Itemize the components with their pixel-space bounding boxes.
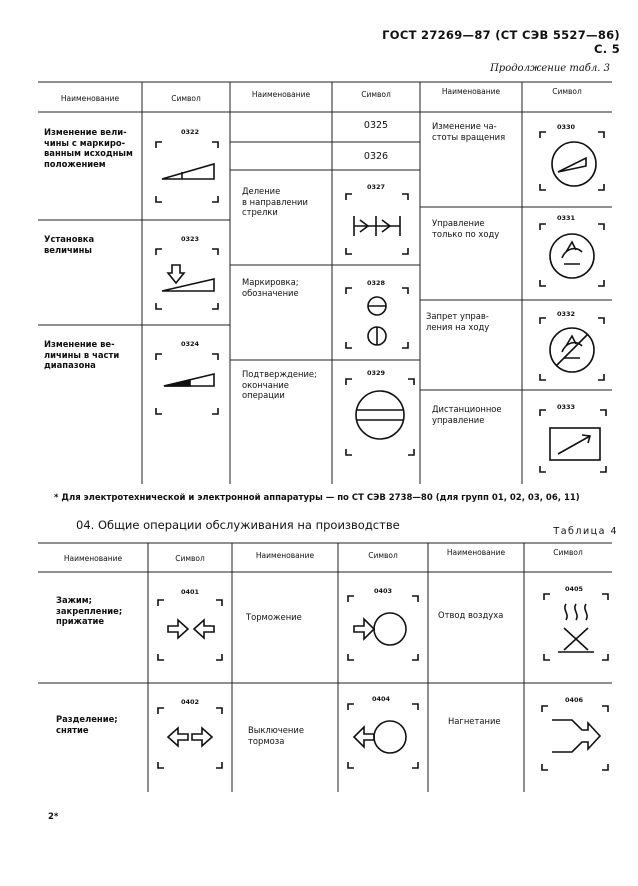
t4-code-0405: 0405 [564,585,584,593]
t4-name-0404: Выключение тормоза [248,725,304,746]
t3-code-0324: 0324 [180,340,200,348]
t3-code-0326: 0326 [363,151,389,162]
t3-name-0324: Изменение ве- личины в части диапазона [44,339,120,370]
table-label: Таблица 4 [553,526,618,537]
t3-header-symbol-2: Символ [361,90,391,99]
t3-code-0331: 0331 [556,214,576,222]
t3-name-0328: Маркировка; обозначение [242,277,299,298]
t3-code-0330: 0330 [556,123,576,131]
standard-header: ГОСТ 27269—87 (СТ СЭВ 5527—86) С. 5 [382,28,620,56]
t4-header-symbol-2: Символ [368,551,398,560]
t3-header-name-2: Наименование [251,90,311,99]
t3-name-0329: Подтверждение; окончание операции [242,369,317,400]
t4-name-0401: Зажим; закрепление; прижатие [56,595,123,626]
t4-code-0403: 0403 [373,587,393,595]
t4-header-name-1: Наименование [63,554,123,563]
t3-header-name-3: Наименование [441,87,501,96]
t4-name-0405: Отвод воздуха [438,610,504,620]
t4-header-name-3: Наименование [446,548,506,557]
t3-header-name-1: Наименование [60,94,120,103]
t4-code-0404: 0404 [371,695,391,703]
separation-icon [154,704,226,776]
t3-code-0322: 0322 [180,128,200,136]
t3-name-0332: Запрет управ- ления на ходу [426,311,490,332]
t4-header-name-2: Наименование [255,551,315,560]
footnote: * Для электротехнической и электронной аппаратуры — по СТ СЭВ 2738—80 (для групп 01, 02, 03, 06, 11) [54,493,580,503]
t3-code-0332: 0332 [556,310,576,318]
braking-icon [344,592,422,668]
t4-name-0403: Торможение [246,612,302,622]
clamping-icon [154,596,226,668]
section-title: 04. Общие операции обслуживания на производстве [76,518,400,532]
t4-header-symbol-1: Символ [175,554,205,563]
t3-name-0327: Деление в направлении стрелки [242,186,308,217]
t3-code-0325: 0325 [363,120,389,131]
t3-code-0327: 0327 [366,183,386,191]
pumping-icon [538,702,612,778]
t4-code-0402: 0402 [180,698,200,706]
t3-code-0329: 0329 [366,369,386,377]
t3-code-0333: 0333 [556,403,576,411]
t4-code-0401: 0401 [180,588,200,596]
t3-name-0322: Изменение вели- чины с маркиро- ванным исходным положением [44,127,133,169]
t4-header-symbol-3: Символ [553,548,583,557]
t3-name-0331: Управление только по ходу [432,218,500,239]
brake-release-icon [344,700,422,776]
air-exhaust-icon [540,590,612,670]
t3-header-symbol-3: Символ [552,87,582,96]
t3-code-0323: 0323 [180,235,200,243]
t4-name-0406: Нагнетание [448,716,501,726]
t3-code-0328: 0328 [366,279,386,287]
t3-name-0333: Дистанционное управление [432,404,502,425]
t3-name-0330: Изменение ча- стоты вращения [432,121,506,142]
page-number: 2* [48,812,59,822]
t4-name-0402: Разделение; снятие [56,714,118,735]
t3-header-symbol-1: Символ [171,94,201,103]
t3-name-0323: Установка величины [44,234,95,255]
continuation-label: Продолжение табл. 3 [490,63,610,74]
t4-code-0406: 0406 [564,696,584,704]
